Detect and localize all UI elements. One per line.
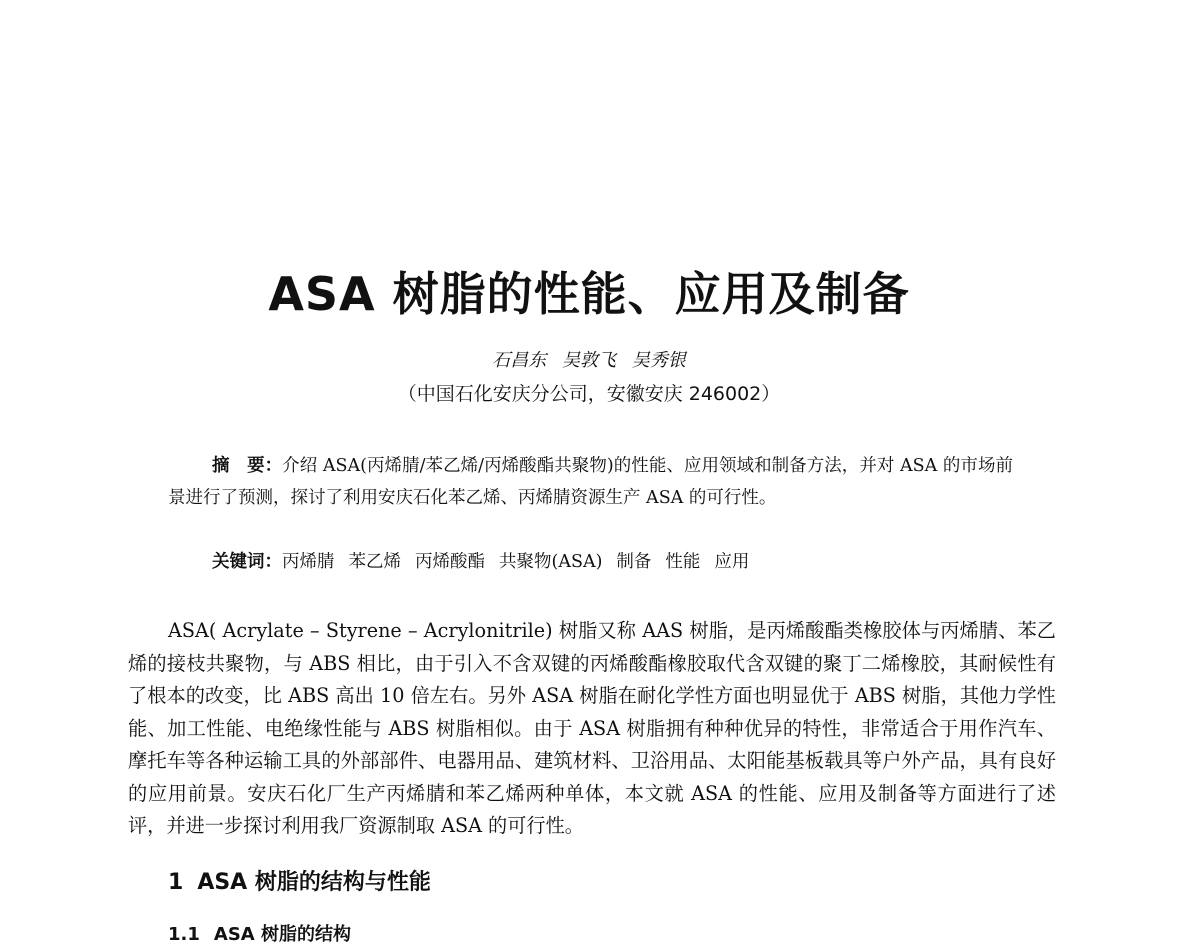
authors: 石昌东 吴敦飞 吴秀银 — [492, 350, 686, 371]
section-title: ASA 树脂的结构与性能 — [197, 870, 431, 895]
paper-title: ASA 树脂的性能、应用及制备 — [268, 267, 910, 321]
keyword-item: 共聚物(ASA) — [499, 552, 603, 572]
keyword-item: 苯乙烯 — [348, 552, 401, 572]
keywords-label: 关键词： — [212, 552, 282, 572]
section-heading-1 — [168, 866, 431, 900]
keyword-item: 应用 — [714, 552, 750, 572]
keyword-item: 制备 — [616, 552, 652, 572]
subsection-title: ASA 树脂的结构 — [213, 924, 351, 945]
keywords — [212, 546, 1012, 578]
keyword-item: 性能 — [665, 552, 701, 572]
affiliation: （中国石化安庆分公司，安徽安庆 246002） — [397, 383, 781, 405]
subsection-number: 1.1 — [168, 924, 200, 945]
keyword-item: 丙烯酸酯 — [415, 552, 485, 572]
section-number: 1 — [168, 870, 184, 895]
abstract-text: 介绍 ASA(丙烯腈/苯乙烯/丙烯酸酯共聚物)的性能、应用领域和制备方法，并对 ASA 的市场前景进行了预测，探讨了利用安庆石化苯乙烯、丙烯腈资源生产 ASA 的可行性。 — [168, 456, 1013, 508]
keyword-item: 丙烯腈 — [282, 552, 335, 572]
abstract-label: 摘 要： — [212, 456, 283, 476]
subsection-heading-1-1 — [168, 920, 351, 950]
abstract — [168, 450, 1013, 514]
intro-paragraph: ASA( Acrylate – Styrene – Acrylonitrile) 树脂又称 AAS 树脂，是丙烯酸酯类橡胶体与丙烯腈、苯乙烯的接枝共聚物，与 ABS 相比，由于引入不含双键的丙烯酸酯橡胶取代含双键的聚丁二烯橡胶，其耐候性有了根本的改变，比 ABS 高出 10 倍左右。另外 ASA 树脂在耐化学性方面也明显优于 ABS 树脂，其他力学性能、加工性能、电绝缘性能与 ABS 树脂相似。由于 ASA 树脂拥有种种优异的特性，非常适合于用作汽车、摩托车等各种运输工具的外部部件、电器用品、建筑材料、卫浴用品、太阳能基板载具等户外产品，具有良好的应用前景。安庆石化厂生产丙烯腈和苯乙烯两种单体，本文就 ASA 的性能、应用及制备等方面进行了述评，并进一步探讨利用我厂资源制取 ASA 的可行性。 — [128, 619, 1056, 837]
